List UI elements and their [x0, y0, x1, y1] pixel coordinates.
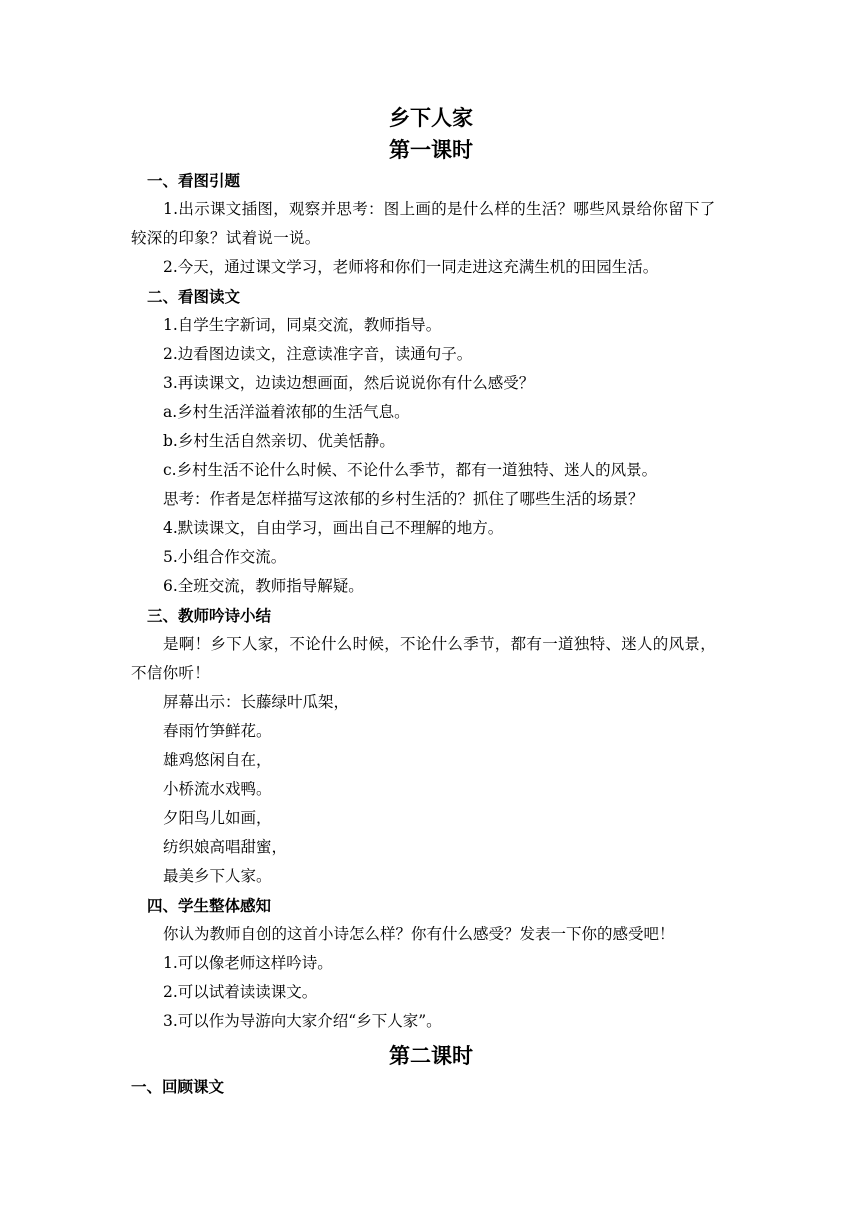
lesson-1-title: 第一课时: [389, 137, 473, 162]
section-1-heading: 一、看图引题: [147, 171, 241, 190]
poem-line: 雄鸡悠闲自在，: [163, 751, 272, 769]
poem-line: 纺织娘高唱甜蜜，: [163, 838, 288, 856]
section-1-paragraph-2: 2.今天，通过课文学习，老师将和你们一同走进这充满生机的田园生活。: [163, 258, 659, 276]
section-2-item: 6.全班交流，教师指导解疑。: [163, 577, 364, 595]
section-2-heading: 二、看图读文: [147, 287, 241, 306]
section-4-item: 2.可以试着读读课文。: [163, 983, 318, 1001]
section-5-heading: 一、回顾课文: [131, 1077, 225, 1096]
section-2-item: 3.再读课文，边读边想画面，然后说说你有什么感受？: [163, 374, 535, 392]
section-1-paragraph-1: 1.出示课文插图，观察并思考：图上画的是什么样的生活？哪些风景给你留下了较深的印象？试着说一说。: [131, 200, 716, 247]
section-2-item: a.乡村生活洋溢着浓郁的生活气息。: [163, 403, 410, 421]
poem-line: 夕阳鸟儿如画，: [163, 809, 272, 827]
section-2-item: 2.边看图边读文，注意读准字音，读通句子。: [163, 345, 473, 363]
section-2-item: c.乡村生活不论什么时候、不论什么季节，都有一道独特、迷人的风景。: [163, 461, 658, 479]
poem-line: 春雨竹笋鲜花。: [163, 722, 272, 740]
section-2-item: 思考：作者是怎样描写这浓郁的乡村生活的？抓住了哪些生活的场景？: [163, 490, 644, 508]
poem-line: 小桥流水戏鸭。: [163, 780, 272, 798]
poem-line: 屏幕出示：长藤绿叶瓜架，: [163, 693, 350, 711]
section-3-paragraph: 是啊！乡下人家，不论什么时候，不论什么季节，都有一道独特、迷人的风景，不信你听！: [131, 635, 717, 682]
section-4-item: 3.可以作为导游向大家介绍“乡下人家”。: [163, 1012, 442, 1030]
section-4-heading: 四、学生整体感知: [147, 896, 272, 915]
document-title: 乡下人家: [389, 105, 473, 130]
section-2-item: 1.自学生字新词，同桌交流，教师指导。: [163, 316, 442, 334]
section-2-item: 5.小组合作交流。: [163, 548, 287, 566]
section-4-item: 1.可以像老师这样吟诗。: [163, 954, 333, 972]
section-2-item: 4.默读课文，自由学习，画出自己不理解的地方。: [163, 519, 504, 537]
poem-line: 最美乡下人家。: [163, 867, 272, 885]
section-3-heading: 三、教师吟诗小结: [147, 606, 272, 625]
section-4-item: 你认为教师自创的这首小诗怎么样？你有什么感受？发表一下你的感受吧！: [163, 925, 675, 943]
section-2-item: b.乡村生活自然亲切、优美恬静。: [163, 432, 395, 450]
lesson-2-title: 第二课时: [389, 1043, 473, 1068]
document-body: [131, 102, 731, 1101]
